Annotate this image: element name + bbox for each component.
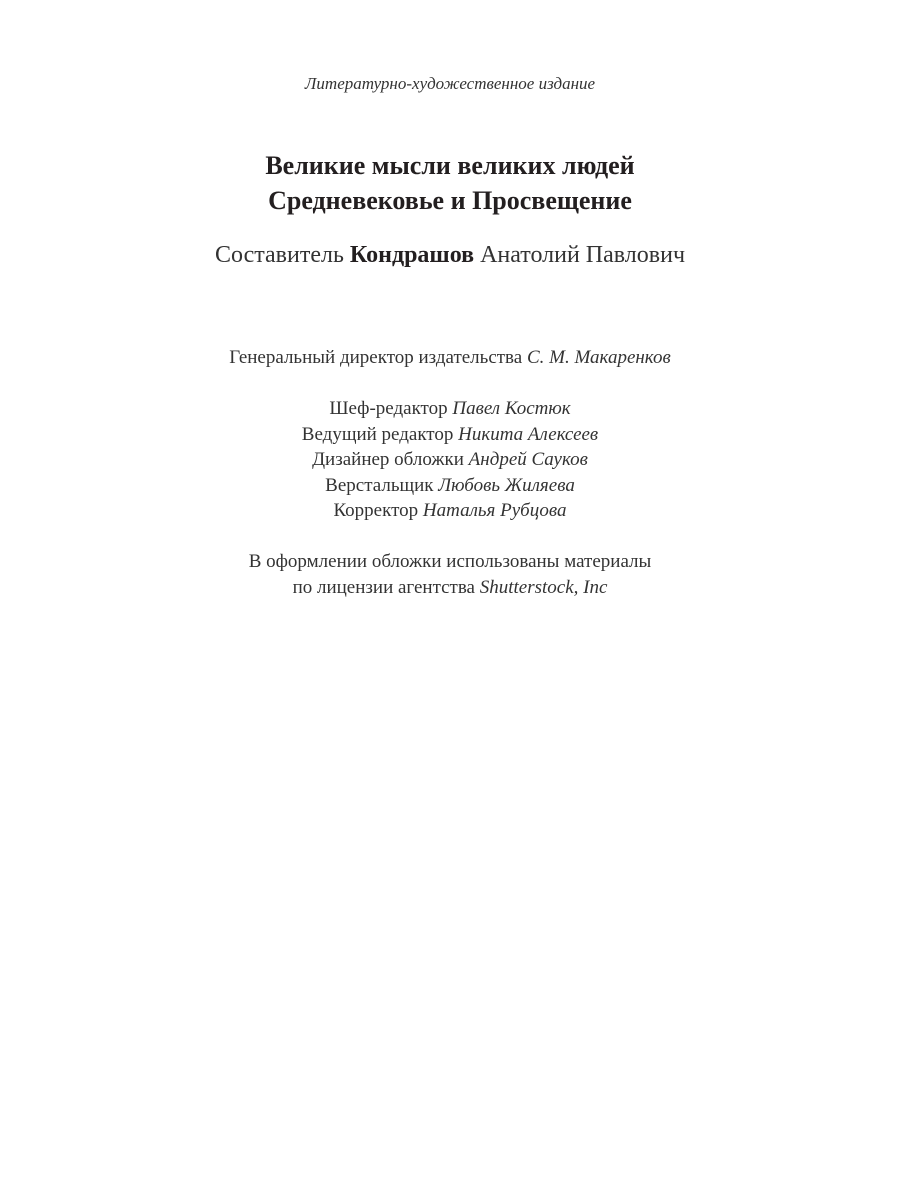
credit-name: С. М. Макаренков [526, 347, 671, 368]
credit-name: Наталья Рубцова [422, 500, 567, 521]
credit-layout-artist [0, 475, 900, 497]
cover-note-line-1: В оформлении обложки использованы материалы [248, 551, 652, 572]
compiler-line [0, 242, 900, 269]
cover-note-prefix: по лицензии агентства [292, 577, 475, 598]
edition-type: Литературно-художественное издание [304, 74, 596, 93]
credit-lead-editor [0, 424, 900, 446]
credit-role: Шеф-редактор [329, 398, 448, 419]
credit-role: Дизайнер обложки [312, 449, 464, 470]
book-title-line-1: Великие мысли великих людей [265, 151, 635, 180]
credit-role: Ведущий редактор [301, 424, 454, 445]
credit-name: Андрей Сауков [468, 449, 588, 470]
cover-note-line-2 [0, 577, 900, 599]
compiler-surname: Кондрашов [349, 242, 475, 268]
credit-cover-designer [0, 449, 900, 471]
credit-general-director [0, 347, 900, 369]
credit-name: Любовь Жиляева [438, 475, 575, 496]
compiler-given-names: Анатолий Павлович [480, 242, 686, 268]
credit-role: Корректор [333, 500, 419, 521]
cover-note-agency: Shutterstock, Inc [479, 577, 608, 598]
credit-name: Павел Костюк [452, 398, 571, 419]
credit-proofreader [0, 500, 900, 522]
book-title-line-2: Средневековье и Просвещение [268, 186, 632, 215]
credit-name: Никита Алексеев [458, 424, 599, 445]
credit-chief-editor [0, 398, 900, 420]
credit-role: Верстальщик [325, 475, 434, 496]
credit-role: Генеральный директор издательства [229, 347, 523, 368]
compiler-role: Составитель [214, 242, 344, 268]
